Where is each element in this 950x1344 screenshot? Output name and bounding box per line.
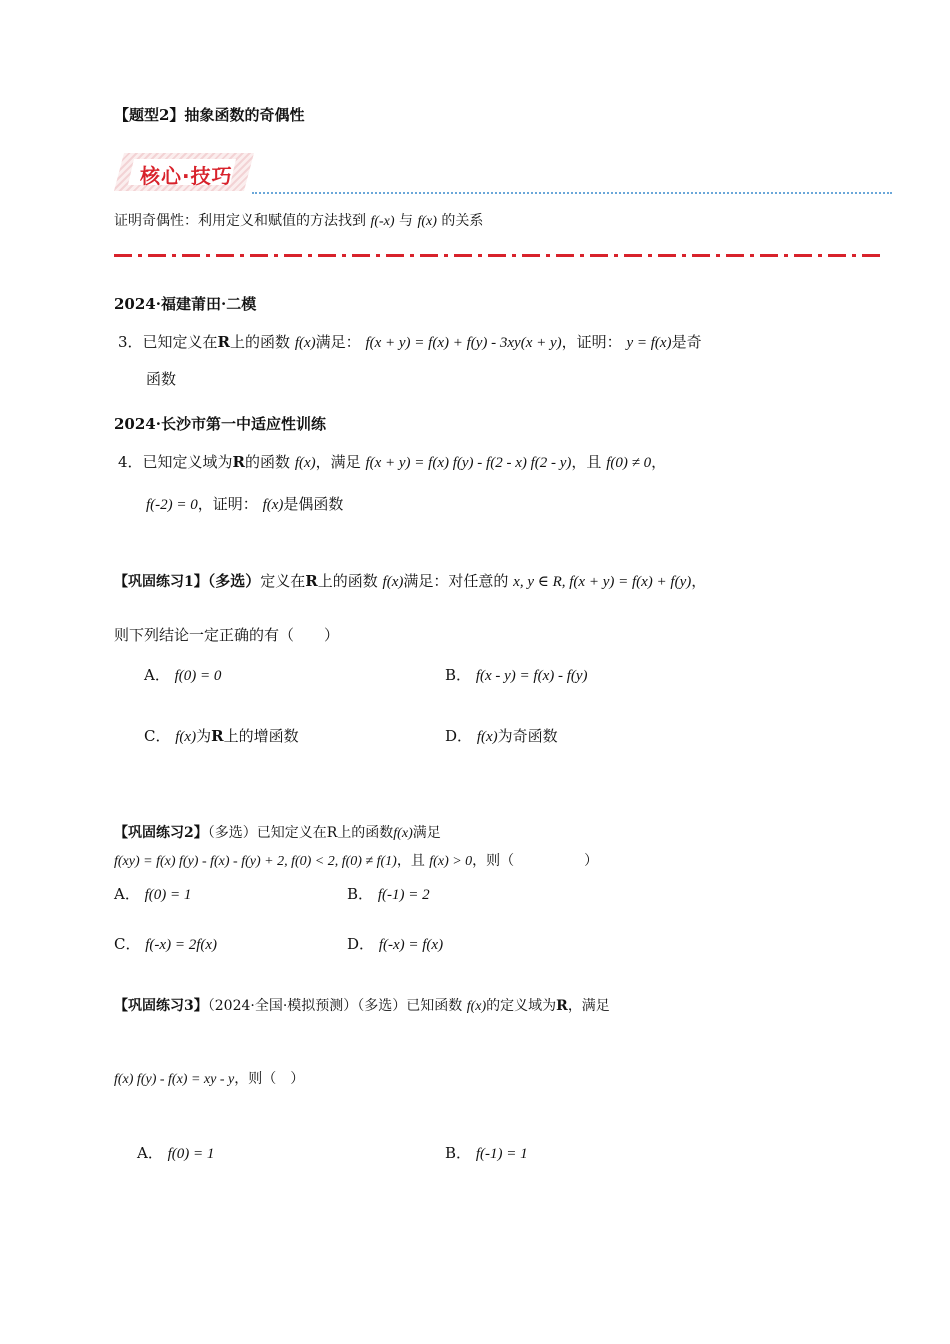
- tip-text-3: 的关系: [441, 213, 484, 229]
- p2-option-c-expr: f(-x) = 2f(x): [145, 937, 218, 953]
- p3-function: f(x): [466, 999, 487, 1014]
- question-4: [118, 451, 666, 472]
- p2-option-d[interactable]: [347, 933, 443, 954]
- p1-option-c-label: C．: [144, 727, 171, 745]
- p1-option-a[interactable]: [144, 664, 221, 685]
- p2-text-4: ，且: [396, 853, 425, 869]
- banner-label: 核心·技巧: [140, 164, 233, 188]
- p2-condition: f(xy) = f(x) f(y) - f(x) - f(y) + 2, f(0) < 2, f(0) ≠ f(1): [114, 854, 397, 869]
- q3-text-4: 是奇: [671, 333, 702, 351]
- p3-option-b[interactable]: [445, 1142, 528, 1163]
- tip-text-2: 与: [399, 213, 413, 229]
- practice-3: [114, 995, 610, 1015]
- p2-condition-line: [114, 850, 598, 870]
- q4-condition-2: f(0) ≠ 0: [606, 455, 652, 471]
- q4-line-2: [146, 493, 343, 514]
- p1-text-4: ，: [691, 572, 707, 590]
- question-3: [118, 331, 702, 352]
- q3-text-2: 满足：: [315, 333, 361, 351]
- p3-tag: 【巩固练习3】: [114, 998, 208, 1014]
- q4-function-2: f(x): [262, 497, 284, 513]
- p2-text-1: （多选）已知定义在: [207, 825, 327, 841]
- p2-option-c-label: C．: [114, 935, 141, 953]
- p1-option-c[interactable]: [144, 725, 299, 746]
- q4-text-3: ，且: [571, 453, 602, 471]
- p1-condition: x, y ∈ R, f(x + y) = f(x) + f(y): [513, 574, 692, 590]
- p3-option-b-label: B．: [445, 1144, 472, 1162]
- p1-text-1: 定义在: [260, 572, 306, 590]
- section-title: 【题型2】抽象函数的奇偶性: [114, 106, 305, 124]
- p2-R: R: [326, 825, 338, 841]
- p2-option-a-expr: f(0) = 1: [144, 887, 192, 903]
- tip-text-1: 证明奇偶性：利用定义和赋值的方法找到: [114, 213, 366, 229]
- q3-function: f(x): [294, 335, 316, 351]
- p2-option-b-label: B．: [347, 885, 374, 903]
- p3-option-a[interactable]: [137, 1142, 214, 1163]
- p3-text-3: ，满足: [567, 998, 610, 1014]
- p3-text-1: （2024·全国·模拟预测）（多选）已知函数: [207, 998, 463, 1014]
- source-heading-1: 2024·福建莆田·二模: [114, 295, 257, 313]
- tip-expr-1: f(-x): [370, 214, 395, 229]
- p2-option-a[interactable]: [114, 883, 191, 904]
- p2-text-3: 满足: [412, 825, 441, 841]
- q4-text-5: ，证明：: [197, 495, 258, 513]
- q3-line-2: 函数: [146, 370, 177, 388]
- practice-2: [114, 822, 441, 842]
- p3-condition: f(x) f(y) - f(x) = xy - y: [114, 1072, 235, 1087]
- p2-text-5: ，则（ ）: [472, 853, 599, 869]
- core-skill-banner: [114, 153, 254, 191]
- q4-condition: f(x + y) = f(x) f(y) - f(2 - x) f(2 - y): [365, 455, 572, 471]
- q4-text-2: ，满足: [315, 453, 361, 471]
- p3-condition-line: [114, 1068, 304, 1088]
- p3-option-b-expr: f(-1) = 1: [475, 1146, 528, 1162]
- p2-option-d-label: D．: [347, 935, 375, 953]
- p2-option-a-label: A．: [114, 885, 140, 903]
- p1-option-a-label: A．: [144, 666, 170, 684]
- q4-text-1: 的函数: [245, 453, 291, 471]
- p3-R: R: [556, 998, 568, 1014]
- p1-tag: 【巩固练习1】: [114, 574, 208, 590]
- p1-option-b[interactable]: [445, 664, 588, 685]
- practice-1: [114, 570, 706, 591]
- p1-option-d-function: f(x): [476, 729, 498, 745]
- p2-text-2: 上的函数: [337, 825, 394, 841]
- q3-R: R: [217, 333, 231, 351]
- q4-text-6: 是偶函数: [283, 495, 344, 513]
- p1-text-3: 满足：对任意的: [403, 572, 509, 590]
- q3-text-1: 上的函数: [230, 333, 291, 351]
- q4-condition-3: f(-2) = 0: [146, 497, 198, 513]
- p3-text-2: 的定义域为: [486, 998, 557, 1014]
- p1-function: f(x): [382, 574, 404, 590]
- q3-number: 3．已知定义在: [118, 333, 218, 351]
- p2-option-c[interactable]: [114, 933, 217, 954]
- q4-function: f(x): [294, 455, 316, 471]
- p1-option-c-text-1: 为: [196, 727, 212, 745]
- p1-option-a-expr: f(0) = 0: [174, 668, 222, 684]
- p3-text-4: ，则（ ）: [234, 1071, 305, 1087]
- p1-option-b-label: B．: [445, 666, 472, 684]
- p1-text-2: 上的函数: [317, 572, 378, 590]
- p3-option-a-expr: f(0) = 1: [167, 1146, 215, 1162]
- p1-option-b-expr: f(x - y) = f(x) - f(y): [475, 668, 588, 684]
- p1-R: R: [305, 572, 318, 590]
- dash-divider: [114, 254, 884, 257]
- p2-option-b[interactable]: [347, 883, 430, 904]
- q3-claim: y = f(x): [626, 335, 672, 351]
- p1-option-c-text-2: 上的增函数: [223, 727, 299, 745]
- p1-option-d-text: 为奇函数: [497, 727, 558, 745]
- p3-option-a-label: A．: [137, 1144, 163, 1162]
- p2-function: f(x): [393, 826, 413, 841]
- tip-line: [114, 210, 483, 230]
- banner-divider: [252, 192, 892, 194]
- p1-option-d[interactable]: [445, 725, 558, 746]
- p1-option-c-function: f(x): [175, 729, 197, 745]
- p1-question: 则下列结论一定正确的有（ ）: [114, 626, 340, 644]
- q4-text-4: ，: [651, 453, 667, 471]
- p2-option-d-expr: f(-x) = f(x): [378, 937, 444, 953]
- q3-condition: f(x + y) = f(x) + f(y) - 3xy(x + y): [365, 335, 562, 351]
- p2-tag: 【巩固练习2】: [114, 825, 208, 841]
- p2-option-b-expr: f(-1) = 2: [377, 887, 430, 903]
- q4-number: 4．已知定义域为: [118, 453, 233, 471]
- source-heading-2: 2024·长沙市第一中适应性训练: [114, 415, 326, 433]
- q4-R: R: [232, 453, 246, 471]
- p2-condition-2: f(x) > 0: [429, 854, 473, 869]
- p1-option-d-label: D．: [445, 727, 473, 745]
- p1-multi: （多选）: [207, 572, 261, 590]
- q3-text-3: ，证明：: [561, 333, 622, 351]
- p1-option-c-R: R: [211, 727, 224, 745]
- tip-expr-2: f(x): [417, 214, 437, 229]
